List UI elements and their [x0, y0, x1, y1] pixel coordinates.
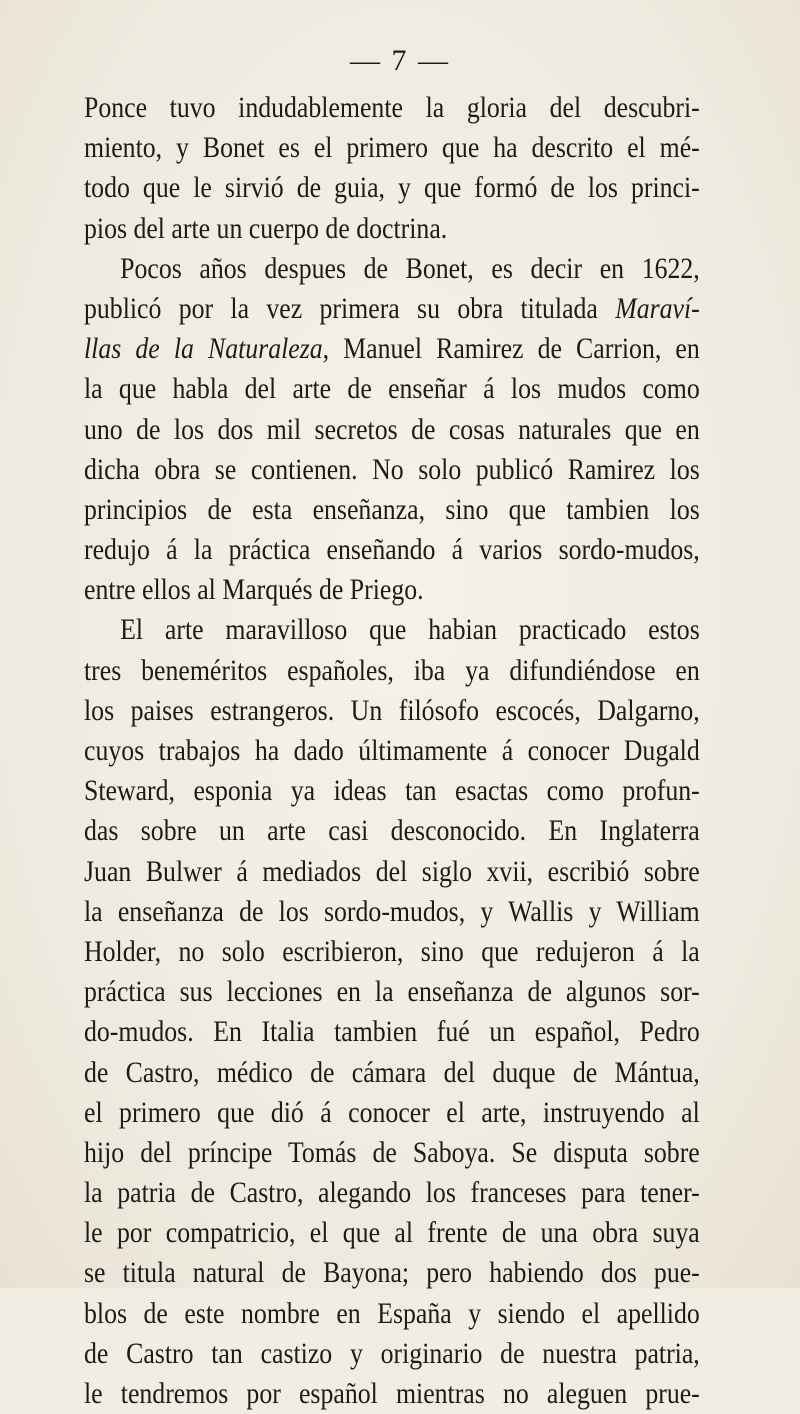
text-line: Ponce tuvo indudablemente la gloria del descubri- — [84, 91, 700, 124]
text-line: le tendremos por español mientras no aleguen prue- — [84, 1377, 700, 1410]
text-line: llas de la Naturaleza, Manuel Ramirez de Carrion, en — [84, 332, 700, 366]
text-line: la patria de Castro, alegando los franceses para tener- — [84, 1176, 700, 1210]
text-line: tres beneméritos españoles, iba ya difundiéndose en — [84, 653, 700, 687]
text-line: le por compatricio, el que al frente de una obra suya — [84, 1216, 700, 1250]
text-line: cuyos trabajos ha dado últimamente á conocer Dugald — [84, 734, 700, 767]
book-title: Maraví- — [615, 291, 700, 325]
text-line: los paises estrangeros. Un filósofo escocés, Dalgarno, — [84, 693, 700, 727]
book-title: llas de la Naturaleza — [84, 332, 323, 366]
text-line: Steward, esponia ya ideas tan esactas como profun- — [84, 774, 700, 808]
text-line: todo que le sirvió de guia, y que formó de los princi- — [84, 171, 700, 205]
text-line: miento, y Bonet es el primero que ha descrito el mé- — [84, 131, 700, 165]
page-number: — 7 — — [350, 44, 450, 77]
text-line: publicó por la vez primera su obra titulada Maraví- — [84, 291, 700, 325]
text-line: entre ellos al Marqués de Priego. — [84, 573, 424, 607]
text-line: el primero que dió á conocer el arte, instruyendo al — [84, 1095, 700, 1129]
text-line: dicha obra se contienen. No solo publicó Ramirez los — [84, 452, 700, 486]
body-text — [84, 88, 700, 1414]
text-line: uno de los dos mil secretos de cosas naturales que en — [84, 412, 700, 446]
text-line: de Castro, médico de cámara del duque de Mántua, — [84, 1055, 700, 1089]
paragraph-start-line: El arte maravilloso que habian practicado estos — [120, 613, 700, 647]
text-line: principios de esta enseñanza, sino que tambien los — [84, 492, 700, 526]
paragraph-start-line: Pocos años despues de Bonet, es decir en 1622, — [120, 251, 700, 285]
text-line: hijo del príncipe Tomás de Saboya. Se disputa sobre — [84, 1135, 700, 1169]
text-line: la enseñanza de los sordo-mudos, y Wallis y William — [84, 894, 700, 928]
text-line: de Castro tan castizo y originario de nuestra patria, — [84, 1336, 700, 1370]
text-line: práctica sus lecciones en la enseñanza de algunos sor- — [84, 975, 700, 1009]
text-line: se titula natural de Bayona; pero habiendo dos pue- — [84, 1256, 700, 1290]
text-line: redujo á la práctica enseñando á varios sordo-mudos, — [84, 533, 700, 567]
text-line: das sobre un arte casi desconocido. En Inglaterra — [84, 814, 700, 848]
text-line: do-mudos. En Italia tambien fué un español, Pedro — [84, 1015, 700, 1049]
text-line: pios del arte un cuerpo de doctrina. — [84, 211, 448, 245]
text-line: blos de este nombre en España y siendo el apellido — [84, 1296, 700, 1330]
text-line: la que habla del arte de enseñar á los mudos como — [84, 372, 700, 406]
text-line: Holder, no solo escribieron, sino que redujeron á la — [84, 934, 700, 968]
text-line: Juan Bulwer á mediados del siglo xvii, escribió sobre — [84, 854, 700, 888]
